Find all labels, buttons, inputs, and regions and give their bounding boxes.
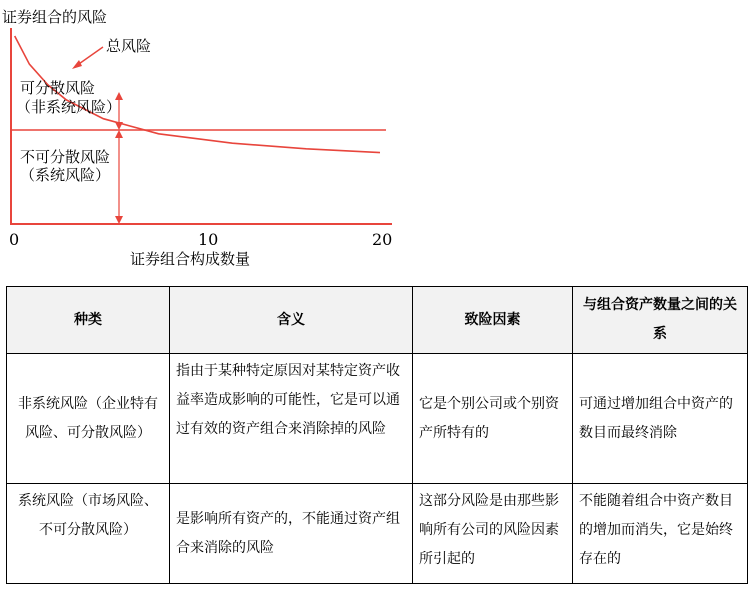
unsystematic-label-1: 可分散风险 (20, 79, 96, 97)
risk-comparison-table (6, 286, 748, 584)
table-cell: 这部分风险是由那些影响所有公司的风险因素所引起的 (413, 484, 573, 584)
figure-title: 证券组合的风险 (2, 8, 108, 26)
x-axis-label: 证券组合构成数量 (130, 250, 251, 268)
table-row (7, 484, 748, 584)
x-tick-label: 20 (372, 230, 393, 249)
x-tick-label: 10 (198, 230, 219, 249)
table-cell: 是影响所有资产的，不能通过资产组合来消除的风险 (170, 484, 413, 584)
arrow-head (115, 122, 123, 130)
table-cell: 指由于某种特定原因对某特定资产收益率造成影响的可能性，它是可以通过有效的资产组合来消除掉的风险 (170, 354, 413, 484)
total-risk-pointer-head (72, 60, 82, 69)
unsystematic-label-2: （非系统风险） (16, 98, 122, 116)
systematic-label-1: 不可分散风险 (20, 148, 111, 166)
header-type: 种类 (7, 287, 170, 354)
header-factors: 致险因素 (413, 287, 573, 354)
total-risk-label: 总风险 (106, 37, 152, 55)
table-cell: 它是个别公司或个别资产所特有的 (413, 354, 573, 484)
table-header-row (7, 287, 748, 354)
arrow-head (115, 130, 123, 138)
x-tick-label: 0 (9, 230, 20, 249)
risk-figure (0, 0, 752, 280)
header-relation: 与组合资产数量之间的关系 (573, 287, 748, 354)
table-cell: 非系统风险（企业特有风险、可分散风险） (7, 354, 170, 484)
table-cell: 可通过增加组合中资产的数目而最终消除 (573, 354, 748, 484)
table-row (7, 354, 748, 484)
header-meaning: 含义 (170, 287, 413, 354)
table-cell: 系统风险（市场风险、不可分散风险） (7, 484, 170, 584)
table-cell: 不能随着组合中资产数目的增加而消失，它是始终存在的 (573, 484, 748, 584)
systematic-label-2: （系统风险） (20, 166, 111, 184)
arrow-head (115, 216, 123, 224)
